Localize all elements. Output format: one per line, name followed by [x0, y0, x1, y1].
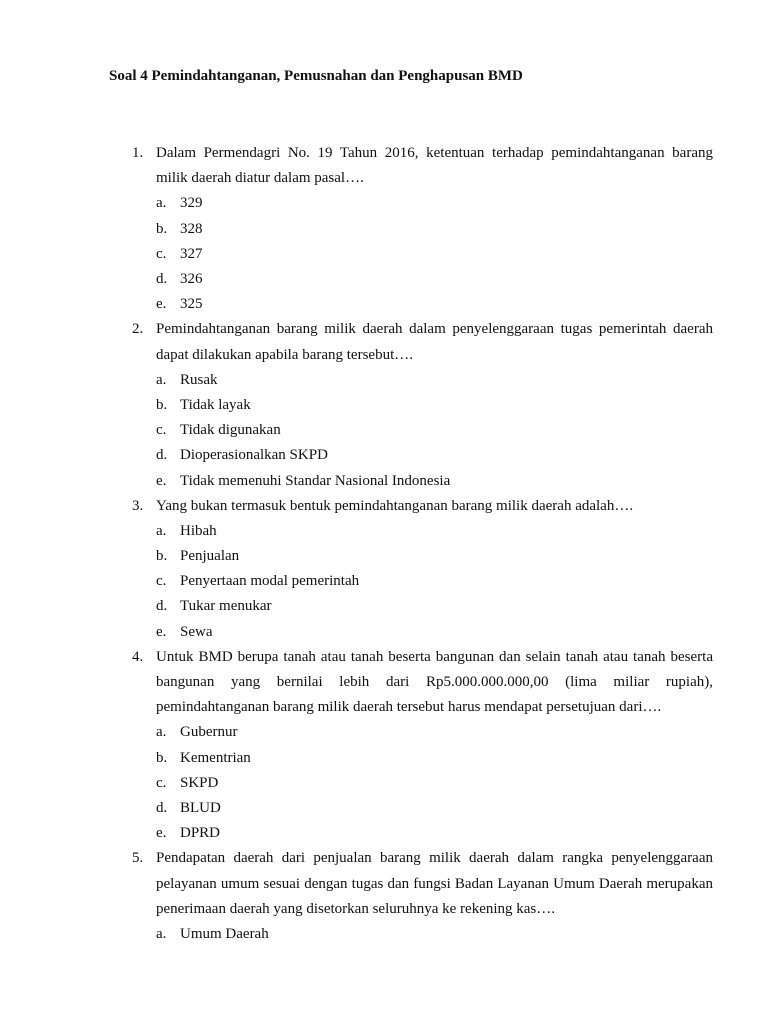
answer-option: [0, 746, 768, 771]
option-letter: e.: [156, 296, 167, 313]
option-list: [0, 922, 768, 947]
option-letter: b.: [156, 220, 168, 237]
answer-option: [0, 242, 768, 267]
option-text: Hibah: [180, 522, 217, 539]
option-letter: a.: [156, 195, 167, 212]
option-text: Gubernur: [180, 724, 238, 741]
option-letter: c.: [156, 422, 167, 439]
question-number: 4.: [132, 648, 144, 665]
answer-option: [0, 267, 768, 292]
answer-option: [0, 368, 768, 393]
option-text: 325: [180, 296, 203, 313]
question-number: 3.: [132, 497, 144, 514]
option-letter: b.: [156, 749, 168, 766]
option-text: Penyertaan modal pemerintah: [180, 573, 360, 590]
answer-option: [0, 191, 768, 216]
option-letter: c.: [156, 774, 167, 791]
question-text: Yang bukan termasuk bentuk pemindahtanganan barang milik daerah adalah….: [156, 497, 634, 514]
option-text: BLUD: [180, 800, 221, 816]
option-letter: d.: [156, 598, 168, 615]
question-number: 5.: [132, 850, 144, 867]
option-letter: d.: [156, 270, 168, 287]
page-title: Soal 4 Pemindahtanganan, Pemusnahan dan Penghapusan BMD: [109, 68, 523, 84]
option-list: [0, 720, 768, 846]
option-text: Tidak memenuhi Standar Nasional Indonesia: [180, 472, 451, 489]
option-text: Penjualan: [180, 548, 240, 565]
option-text: Umum Daerah: [180, 925, 269, 942]
option-letter: e.: [156, 472, 167, 489]
answer-option: [0, 469, 768, 494]
question-number: 2.: [132, 321, 144, 338]
answer-option: [0, 544, 768, 569]
option-text: 326: [180, 270, 203, 287]
option-letter: c.: [156, 573, 167, 590]
question-item: [0, 846, 768, 947]
option-letter: d.: [156, 447, 168, 464]
answer-option: [0, 796, 768, 821]
option-letter: a.: [156, 522, 167, 539]
option-text: Tidak digunakan: [180, 422, 281, 439]
option-letter: c.: [156, 245, 167, 262]
question-text: Pendapatan daerah dari penjualan barang milik daerah dalam rangka penyelenggaraan pelayanan umum sesuai dengan tugas dan fungsi Badan Layanan Umum Daerah merupakan penerimaan daerah yang disetorkan seluruhnya ke rekening kas….: [156, 850, 713, 917]
question-item: [0, 494, 768, 645]
answer-option: [0, 443, 768, 468]
answer-option: [0, 519, 768, 544]
option-list: [0, 368, 768, 494]
option-letter: b.: [156, 548, 168, 565]
answer-option: [0, 292, 768, 317]
option-text: 327: [180, 245, 203, 262]
option-list: [0, 191, 768, 317]
option-text: Rusak: [180, 371, 218, 388]
option-text: 329: [180, 195, 203, 212]
option-text: Tukar menukar: [180, 598, 272, 615]
option-list: [0, 519, 768, 645]
answer-option: [0, 720, 768, 745]
option-text: Kementrian: [180, 749, 251, 766]
option-text: Tidak layak: [180, 396, 251, 413]
option-text: DPRD: [180, 825, 221, 842]
option-text: SKPD: [180, 774, 219, 791]
option-letter: a.: [156, 724, 167, 741]
question-item: [0, 317, 768, 493]
answer-option: [0, 771, 768, 796]
question-text: Dalam Permendagri No. 19 Tahun 2016, ketentuan terhadap pemindahtanganan barang milik daerah diatur dalam pasal….: [156, 145, 713, 187]
option-letter: a.: [156, 925, 167, 942]
question-item: [0, 645, 768, 847]
answer-option: [0, 569, 768, 594]
answer-option: [0, 393, 768, 418]
option-text: 328: [180, 220, 203, 237]
question-text: Pemindahtanganan barang milik daerah dalam penyelenggaraan tugas pemerintah daerah dapat dilakukan apabila barang tersebut….: [156, 321, 713, 363]
option-letter: e.: [156, 623, 167, 640]
question-item: [0, 141, 768, 317]
answer-option: [0, 418, 768, 443]
question-list: [0, 141, 768, 947]
answer-option: [0, 922, 768, 947]
answer-option: [0, 620, 768, 645]
option-letter: b.: [156, 396, 168, 413]
answer-option: [0, 217, 768, 242]
question-text: Untuk BMD berupa tanah atau tanah beserta bangunan dan selain tanah atau tanah beserta bangunan yang bernilai lebih dari Rp5.000.000.000,00 (lima miliar rupiah), pemindahtanganan barang milik daerah tersebut harus mendapat persetujuan dari….: [156, 648, 713, 716]
answer-option: [0, 821, 768, 846]
option-letter: e.: [156, 825, 167, 842]
answer-option: [0, 594, 768, 619]
option-text: Sewa: [180, 623, 213, 640]
option-letter: d.: [156, 800, 168, 816]
option-text: Dioperasionalkan SKPD: [180, 447, 328, 464]
option-letter: a.: [156, 371, 167, 388]
question-number: 1.: [132, 145, 144, 161]
